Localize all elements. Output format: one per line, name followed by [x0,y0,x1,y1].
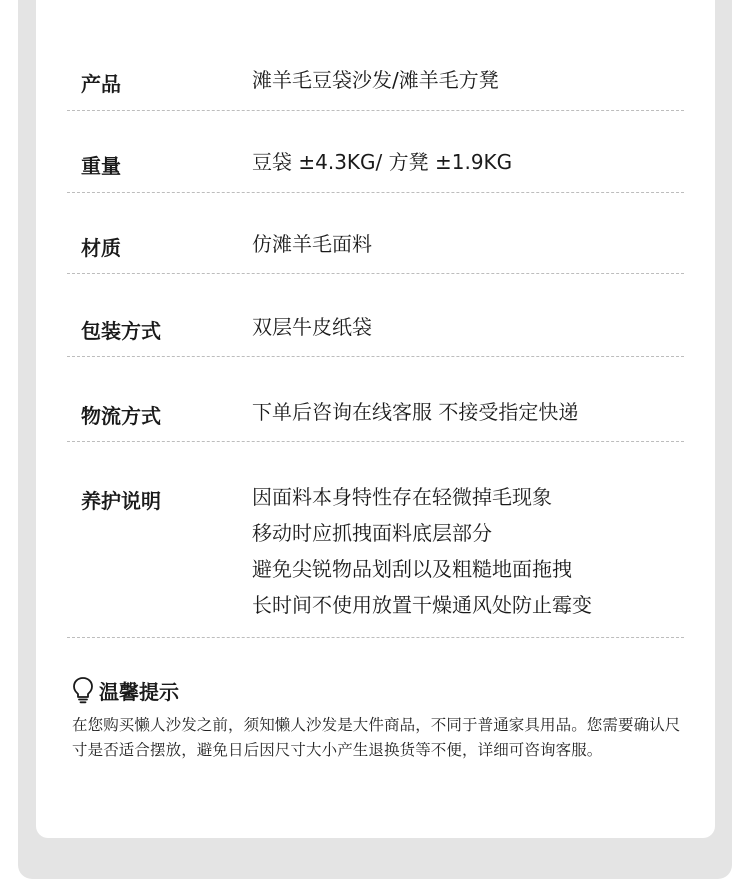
lightbulb-icon [72,676,94,704]
tip-body: 在您购买懒人沙发之前，须知懒人沙发是大件商品，不同于普通家具用品。您需要确认尺寸是否适合摆放，避免日后因尺寸大小产生退换货等不便，详细可咨询客服。 [72,716,681,759]
spec-value-line: 下单后咨询在线客服 不接受指定快递 [252,400,579,424]
spec-label: 材质 [81,236,121,260]
spec-row-logistics [67,357,684,442]
spec-value [252,144,512,180]
spec-row-care [67,442,684,638]
spec-label: 重量 [81,154,121,178]
spec-value [252,309,372,345]
spec-label: 养护说明 [81,489,161,513]
spec-value-line: 双层牛皮纸袋 [252,315,372,339]
spec-value-line: 因面料本身特性存在轻微掉毛现象 [252,485,552,509]
spec-row-packaging [67,274,684,357]
spec-label: 产品 [81,72,121,96]
spec-value [252,479,592,623]
spec-value [252,226,372,262]
spec-value-line: 移动时应抓拽面料底层部分 [252,521,492,545]
spec-value-line: 避免尖锐物品划刮以及粗糙地面拖拽 [252,557,572,581]
tip-heading [72,675,179,705]
spec-value-line: 滩羊毛豆袋沙发/滩羊毛方凳 [252,68,499,92]
spec-value [252,62,499,98]
spec-row-weight [67,111,684,193]
spec-value-line: 长时间不使用放置干燥通风处防止霉变 [252,593,592,617]
spec-value-line: 仿滩羊毛面料 [252,232,372,256]
spec-row-product [67,50,684,111]
spec-card [36,0,715,838]
spec-value-line: 豆袋 ±4.3KG/ 方凳 ±1.9KG [252,150,513,174]
tip-title: 温馨提示 [99,679,179,704]
spec-row-material [67,193,684,274]
spec-label: 物流方式 [81,404,161,428]
spec-label: 包装方式 [81,319,161,343]
spec-value [252,394,578,430]
